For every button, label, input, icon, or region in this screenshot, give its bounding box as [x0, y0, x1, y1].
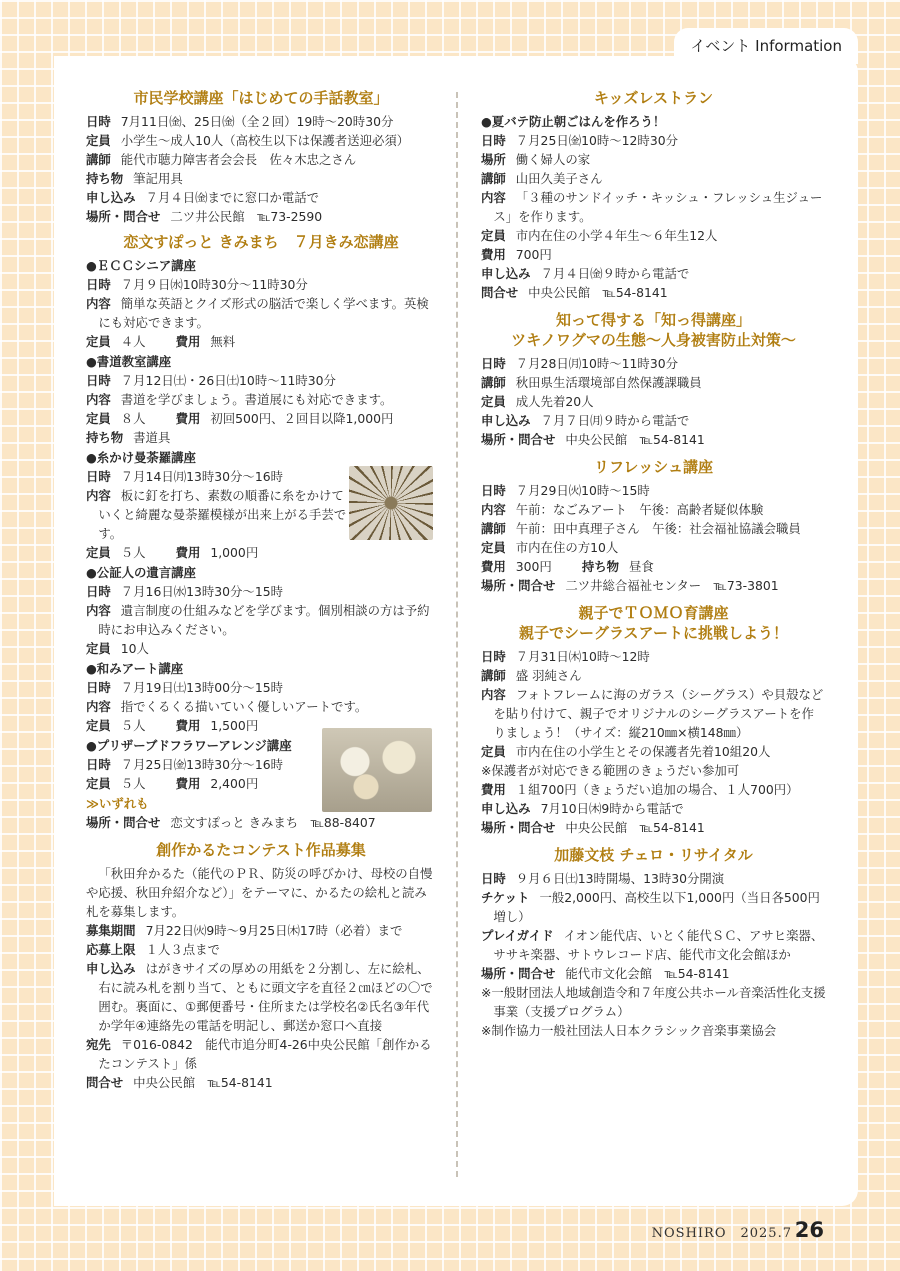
right-column: [481, 84, 826, 1040]
value: イオン能代店、いとく能代ＳＣ、アサヒ楽器、ササキ楽器、サトウレコード店、能代市文化会館ほか: [493, 928, 824, 962]
section-title: 親子でＴＯＭＯ育講座: [578, 604, 729, 622]
label: 費用: [175, 718, 201, 733]
value: 「３種のサンドイッチ・キッシュ・フレッシュ生ジュース」を作ります。: [493, 190, 823, 224]
value: ７月７日㈪９時から電話で: [540, 413, 690, 428]
label: 費用: [481, 782, 506, 797]
note: ※保護者が対応できる範囲のきょうだい参加可: [481, 763, 740, 778]
label: 日時: [86, 469, 111, 484]
label: 費用: [175, 411, 201, 426]
detail-row: [481, 131, 826, 150]
section-title: リフレッシュ講座: [594, 458, 713, 476]
note: ※一般財団法人地域創造令和７年度公共ホール音楽活性化支援事業（支援プログラム）: [481, 985, 826, 1019]
value: 10人: [120, 641, 149, 656]
label: 講師: [481, 375, 506, 390]
label: 申し込み: [86, 961, 136, 976]
label: 場所・問合せ: [86, 815, 161, 830]
value: 簡単な英語とクイズ形式の脳活で楽しく学べます。英検にも対応できます。: [98, 296, 429, 330]
sub-title: ●糸かけ曼荼羅講座: [86, 450, 196, 465]
event-details: [481, 780, 826, 837]
label: 定員: [481, 744, 506, 759]
value: 市内在住の小学４年生～６年生12人: [515, 228, 718, 243]
value: 遺言制度の仕組みなどを学びます。個別相談の方は予約時にお申込みください。: [98, 603, 430, 637]
note: ※制作協力一般社団法人日本クラシック音楽事業協会: [481, 1023, 777, 1038]
value: 働く婦人の家: [515, 152, 591, 167]
label: 日時: [86, 373, 111, 388]
label: 申し込み: [481, 413, 531, 428]
detail-row: [481, 411, 826, 430]
section-title: 創作かるたコンテスト作品募集: [156, 841, 366, 859]
label: 日時: [481, 871, 506, 886]
label: 日時: [481, 483, 506, 498]
label: 場所・問合せ: [481, 966, 556, 981]
footer-brand: NOSHIRO 2025.7: [651, 1226, 792, 1241]
label: 費用: [175, 545, 201, 560]
label: 日時: [86, 277, 111, 292]
label: 定員: [86, 545, 111, 560]
value: フォトフレームに海のガラス（シーグラス）や貝殻などを貼り付けて、親子でオリジナルのシーグラスアートを作りましょう！（サイズ：縦210㎜×横148㎜）: [493, 687, 824, 740]
detail-row: [481, 666, 826, 685]
value: 小学生～成人10人（高校生以下は保護者送迎必須）: [120, 133, 410, 148]
value: 中央公民館 ℡54-8141: [528, 285, 668, 300]
sub-title: ●和みアート講座: [86, 661, 184, 676]
label: 持ち物: [86, 171, 124, 186]
event-details: [481, 647, 826, 761]
value: 午前：田中真理子さん 午後：社会福祉協議会職員: [515, 521, 801, 536]
value: 書道具: [133, 430, 171, 445]
value: ７月31日㈭10時～12時: [515, 649, 650, 664]
mandala-photo: [349, 466, 433, 540]
label: 場所・問合せ: [481, 820, 556, 835]
label: 持ち物: [86, 430, 124, 445]
event-details: [86, 921, 436, 1092]
detail-row: [481, 500, 826, 519]
section-subtitle: 親子でシーグラスアートに挑戦しよう！: [518, 624, 789, 642]
detail-row: [481, 538, 826, 557]
label: 場所・問合せ: [481, 578, 556, 593]
sub-title: ●公証人の遺言講座: [86, 565, 196, 580]
section-title: 知って得する「知っ得講座」: [555, 311, 751, 329]
detail-row: [86, 188, 436, 207]
value: 7月11日㈮、25日㈮（全２回）19時～20時30分: [120, 114, 394, 129]
detail-row: [86, 1035, 436, 1073]
intro-text: 「秋田弁かるた（能代のＰＲ、防災の呼びかけ、母校の自慢や応援、秋田弁紹介など）」をテーマに、かるたの絵札と読み札を募集します。: [86, 866, 433, 919]
detail-row: [86, 1073, 436, 1092]
label: 日時: [86, 757, 111, 772]
value: ８人: [120, 411, 146, 426]
label: 申し込み: [481, 266, 531, 281]
sub-title: ●書道教室講座: [86, 354, 172, 369]
value: 700円: [515, 247, 552, 262]
label: 定員: [86, 718, 111, 733]
label: 場所: [481, 152, 506, 167]
label: プレイガイド: [481, 928, 554, 943]
label: 定員: [481, 540, 506, 555]
value: 一般2,000円、高校生以下1,000円（当日各500円増し）: [493, 890, 820, 924]
detail-row: [481, 780, 826, 799]
detail-row: [86, 150, 436, 169]
flower-arrangement-photo: [322, 728, 432, 812]
value: ７月４日㈮までに窓口か電話で: [145, 190, 320, 205]
detail-row: [481, 354, 826, 373]
detail-row: [86, 940, 436, 959]
event-details: [481, 481, 826, 557]
value: 盛 羽純さん: [515, 668, 582, 683]
value: 板に釘を打ち、素数の順番に糸をかけていくと綺麗な曼荼羅模様が出来上がる手芸です。: [98, 488, 347, 541]
label: 定員: [86, 641, 111, 656]
page-number: 26: [794, 1218, 824, 1242]
event-details: [481, 131, 826, 302]
value: 書道を学びましょう。書道展にも対応できます。: [120, 392, 393, 407]
value: 昼食: [629, 559, 654, 574]
detail-row: [481, 169, 826, 188]
label: 内容: [86, 699, 111, 714]
detail-row: [481, 245, 826, 264]
value: ７月25日㈮10時～12時30分: [515, 133, 678, 148]
label: 講師: [481, 668, 506, 683]
label: 定員: [86, 776, 111, 791]
detail-row: [86, 207, 436, 226]
detail-row: [481, 888, 826, 926]
event-details: [481, 869, 826, 983]
label: 内容: [86, 296, 111, 311]
label: 申し込み: [481, 801, 531, 816]
value: ７月25日㈮13時30分～16時: [120, 757, 283, 772]
value: ５人: [120, 776, 146, 791]
value: 7月10日㈭9時から電話で: [540, 801, 684, 816]
value: 中央公民館 ℡54-8141: [133, 1075, 273, 1090]
label: 費用: [175, 776, 201, 791]
common-note: ≫いずれも: [86, 796, 149, 811]
value: 筆記用具: [133, 171, 183, 186]
label: 定員: [86, 411, 111, 426]
value: 指でくるくる描いていく優しいアートです。: [120, 699, 368, 714]
label: 日時: [481, 649, 506, 664]
value: １人３点まで: [145, 942, 220, 957]
label: 費用: [481, 247, 506, 262]
value: ５人: [120, 718, 146, 733]
label: 講師: [481, 171, 506, 186]
column-divider: [456, 92, 458, 1177]
detail-row: [481, 188, 826, 226]
detail-row: [86, 959, 436, 1035]
value: 秋田県生活環境部自然保護課職員: [515, 375, 702, 390]
value: 1,000円: [210, 545, 259, 560]
detail-row: [86, 131, 436, 150]
sub-title: ●プリザーブドフラワーアレンジ講座: [86, 738, 292, 753]
label: 申し込み: [86, 190, 136, 205]
label: 場所・問合せ: [86, 209, 161, 224]
label: 内容: [481, 687, 506, 702]
value: 無料: [210, 334, 236, 349]
label: 内容: [481, 502, 506, 517]
label: 問合せ: [86, 1075, 124, 1090]
label: 持ち物: [581, 559, 619, 574]
detail-row: [481, 685, 826, 742]
value: 恋文すぽっと きみまち ℡88-8407: [170, 815, 376, 830]
value: ７月28日㈪10時～11時30分: [515, 356, 678, 371]
label: 日時: [86, 114, 111, 129]
label: 応募上限: [86, 942, 136, 957]
value: 能代市文化会館 ℡54-8141: [565, 966, 730, 981]
value: 中央公民館 ℡54-8141: [565, 432, 705, 447]
detail-row: [481, 742, 826, 761]
value: ７月４日㈮９時から電話で: [540, 266, 690, 281]
value: 能代市聴力障害者会会長 佐々木忠之さん: [120, 152, 357, 167]
value: 2,400円: [210, 776, 259, 791]
label: 内容: [86, 603, 111, 618]
detail-row: [481, 264, 826, 283]
detail-row: [481, 519, 826, 538]
label: 講師: [86, 152, 111, 167]
detail-row: [86, 169, 436, 188]
value: ７月19日㈯13時00分～15時: [120, 680, 283, 695]
label: 内容: [86, 488, 111, 503]
label: 日時: [481, 133, 506, 148]
label: 定員: [481, 228, 506, 243]
label: 日時: [481, 356, 506, 371]
sub-title: ●夏バテ防止朝ごはんを作ろう！: [481, 114, 666, 129]
value: ９月６日㈯13時開場、13時30分開演: [515, 871, 725, 886]
detail-row: [481, 226, 826, 245]
detail-row: [481, 818, 826, 837]
value: 二ツ井総合福祉センター ℡73-3801: [565, 578, 779, 593]
detail-row: [481, 964, 826, 983]
detail-row: [481, 150, 826, 169]
detail-row: [481, 799, 826, 818]
value: 市内在住の方10人: [515, 540, 619, 555]
label: 宛先: [86, 1037, 111, 1052]
value: ７月14日㈪13時30分～16時: [120, 469, 283, 484]
value: 市内在住の小学生とその保護者先着10組20人: [515, 744, 771, 759]
label: 費用: [481, 559, 506, 574]
detail-row: [481, 373, 826, 392]
value: 二ツ井公民館 ℡73-2590: [170, 209, 323, 224]
label: チケット: [481, 890, 530, 905]
value: 7月22日㈫9時～9月25日㈭17時（必着）まで: [145, 923, 403, 938]
label: 費用: [175, 334, 201, 349]
value: はがきサイズの厚めの用紙を２分割し、左に絵札、右に読み札を割り当て、ともに頭文字を直径２㎝ほどの〇で囲む。裏面に、①郵便番号・住所または学校名②氏名③年代か学年④連絡先の電話を明記し、郵送か窓口へ直接: [98, 961, 433, 1033]
detail-row: [481, 430, 826, 449]
label: 定員: [481, 394, 506, 409]
section-tab: イベント Information: [674, 28, 858, 64]
value: 〒016-0842 能代市追分町4-26中央公民館「創作かるたコンテスト」係: [98, 1037, 432, 1071]
value: 初回500円、２回目以降1,000円: [210, 411, 394, 426]
value: 中央公民館 ℡54-8141: [565, 820, 705, 835]
value: 午前：なごみアート 午後：高齢者疑似体験: [515, 502, 764, 517]
value: ７月９日㈬10時30分～11時30分: [120, 277, 308, 292]
detail-row: [481, 392, 826, 411]
label: 日時: [86, 584, 111, 599]
label: 内容: [86, 392, 111, 407]
label: 定員: [86, 133, 111, 148]
value: ７月16日㈬13時30分～15時: [120, 584, 283, 599]
label: 講師: [481, 521, 506, 536]
label: 募集期間: [86, 923, 136, 938]
value: ４人: [120, 334, 146, 349]
section-title: キッズレストラン: [593, 89, 714, 107]
section-title: 恋文すぽっと きみまち ７月きみ恋講座: [123, 233, 399, 251]
label: 場所・問合せ: [481, 432, 556, 447]
detail-row: [481, 926, 826, 964]
value: ７月29日㈫10時～15時: [515, 483, 650, 498]
value: 山田久美子さん: [515, 171, 603, 186]
event-details: [481, 354, 826, 449]
left-column: [86, 84, 436, 1092]
value: 1,500円: [210, 718, 259, 733]
section-subtitle: ツキノワグマの生態～人身被害防止対策～: [511, 331, 796, 349]
detail-row: [481, 283, 826, 302]
detail-row: [86, 921, 436, 940]
section-title: 市民学校講座「はじめての手話教室」: [133, 89, 389, 107]
label: 日時: [86, 680, 111, 695]
label: 内容: [481, 190, 506, 205]
value: ７月12日㈯・26日㈯10時～11時30分: [120, 373, 336, 388]
label: 問合せ: [481, 285, 519, 300]
value: ５人: [120, 545, 146, 560]
detail-row: [481, 481, 826, 500]
event-details: [86, 112, 436, 226]
sub-title: ●ＥＣＣシニア講座: [86, 258, 196, 273]
section-title: 加藤文枝 チェロ・リサイタル: [554, 846, 753, 864]
value: １組700円（きょうだい追加の場合、１人700円）: [515, 782, 799, 797]
detail-row: [86, 112, 436, 131]
label: 定員: [86, 334, 111, 349]
value: 300円: [515, 559, 552, 574]
value: 成人先着20人: [515, 394, 594, 409]
detail-row: [481, 869, 826, 888]
detail-row: [481, 647, 826, 666]
